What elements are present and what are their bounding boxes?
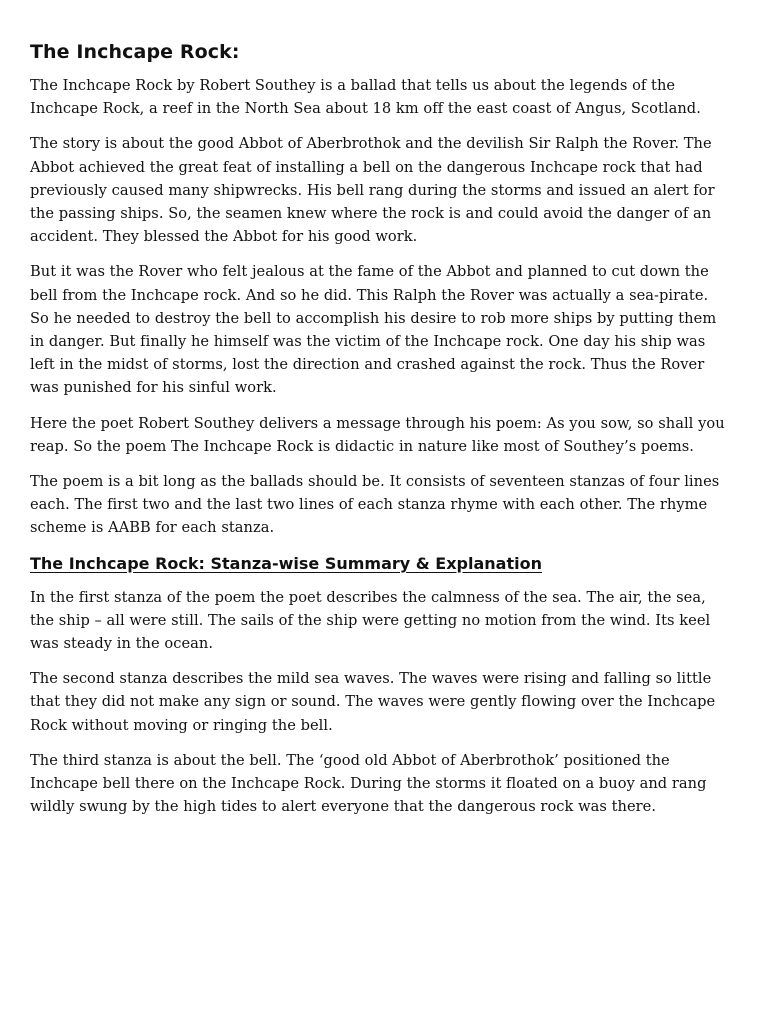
document-page [30,38,730,830]
intro-paragraph-1: The Inchcape Rock by Robert Southey is a ballad that tells us about the legends of the Inchcape Rock, a reef in the North Sea about 18 km off the east coast of Angus, Scotland. [30,77,701,118]
intro-paragraph-3: But it was the Rover who felt jealous at the fame of the Abbot and planned to cut down the bell from the Inchcape rock. And so he did. This Ralph the Rover was actually a sea-pirate. So he needed to destroy the bell to accomplish his desire to rob more ships by putting them in danger. But finally he himself was the victim of the Inchcape rock. One day his ship was left in the midst of storms, lost the direction and crashed against the rock. Thus the Rover was punished for his sinful work. [30,263,717,397]
summary-paragraph-2: The second stanza describes the mild sea waves. The waves were rising and falling so little that they did not make any sign or sound. The waves were gently flowing over the Inchcape Rock without moving or ringing the bell. [30,670,716,734]
intro-paragraph-5: The poem is a bit long as the ballads should be. It consists of seventeen stanzas of four lines each. The first two and the last two lines of each stanza rhyme with each other. The rhyme scheme is AABB for each stanza. [30,473,720,537]
summary-subheading: The Inchcape Rock: Stanza-wise Summary & Explanation [30,553,542,573]
document-title: The Inchcape Rock: [30,41,240,63]
intro-paragraph-4: Here the poet Robert Southey delivers a message through his poem: As you sow, so shall you reap. So the poem The Inchcape Rock is didactic in nature like most of Southey’s poems. [30,414,725,455]
summary-paragraph-3: The third stanza is about the bell. The ‘good old Abbot of Aberbrothok’ positioned the Inchcape bell there on the Inchcape Rock. During the storms it floated on a buoy and rang wildly swung by the high tides to alert everyone that the dangerous rock was there. [30,751,707,816]
intro-paragraph-2: The story is about the good Abbot of Aberbrothok and the devilish Sir Ralph the Rover. The Abbot achieved the great feat of installing a bell on the dangerous Inchcape rock that had previously caused many shipwrecks. His bell rang during the storms and issued an alert for the passing ships. So, the seamen knew where the rock is and could avoid the danger of an accident. They blessed the Abbot for his good work. [30,135,715,246]
summary-paragraph-1: In the first stanza of the poem the poet describes the calmness of the sea. The air, the sea, the ship – all were still. The sails of the ship were getting no motion from the wind. Its keel was steady in the ocean. [30,588,711,653]
